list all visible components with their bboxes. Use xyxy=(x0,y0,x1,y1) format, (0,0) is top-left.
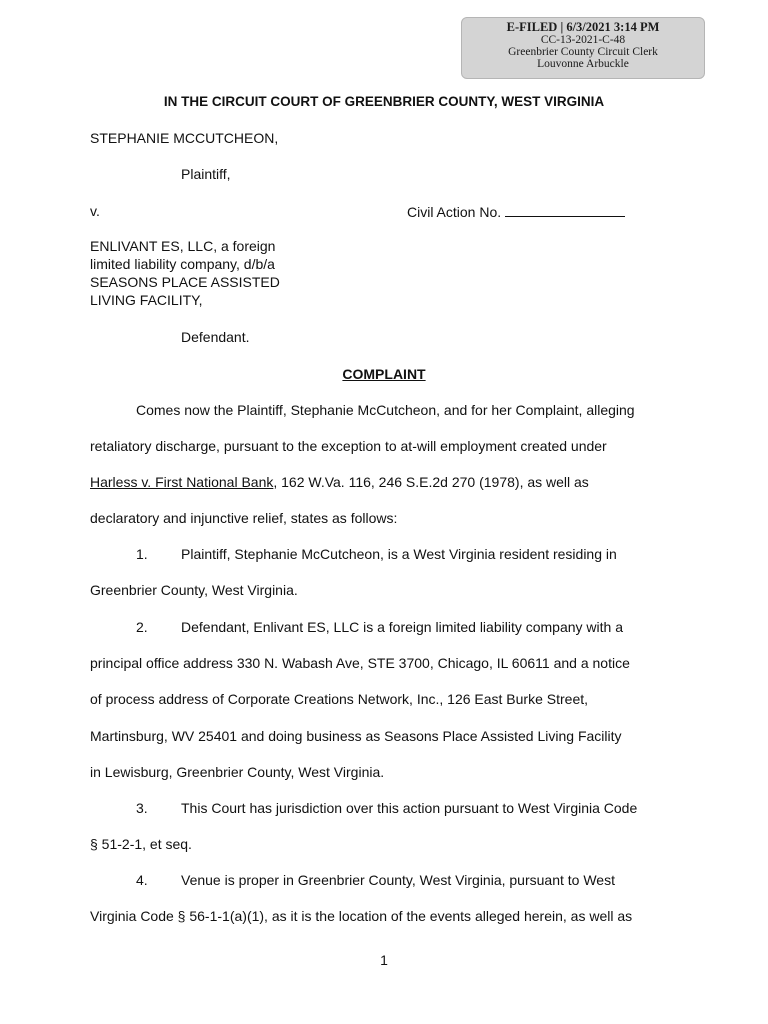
paragraph-line: Plaintiff, Stephanie McCutcheon, is a West Virginia resident residing in xyxy=(181,546,617,562)
civil-action-blank xyxy=(505,202,625,217)
defendant-line: SEASONS PLACE ASSISTED xyxy=(90,274,280,290)
paragraph-line: principal office address 330 N. Wabash Ave, STE 3700, Chicago, IL 60611 and a notice xyxy=(90,655,630,671)
paragraph-line: Venue is proper in Greenbrier County, West Virginia, pursuant to West xyxy=(181,872,615,888)
defendant-line: LIVING FACILITY, xyxy=(90,292,203,308)
intro-line: retaliatory discharge, pursuant to the exception to at-will employment created under xyxy=(90,438,607,454)
paragraph-line: This Court has jurisdiction over this action pursuant to West Virginia Code xyxy=(181,800,638,816)
paragraph-line: in Lewisburg, Greenbrier County, West Virginia. xyxy=(90,764,385,780)
intro-line xyxy=(90,473,589,491)
stamp-clerk-name: Louvonne Arbuckle xyxy=(537,58,629,70)
complaint-title: COMPLAINT xyxy=(342,366,426,382)
stamp-case-number: CC-13-2021-C-48 xyxy=(540,34,626,46)
versus: v. xyxy=(90,203,100,219)
stamp-efiled-line: E-FILED | 6/3/2021 3:14 PM xyxy=(506,20,660,34)
paragraph-line: Virginia Code § 56-1-1(a)(1), as it is the location of the events alleged herein, as well as xyxy=(90,908,633,924)
intro-line: Comes now the Plaintiff, Stephanie McCutcheon, and for her Complaint, alleging xyxy=(136,402,635,418)
citation-rest: , 162 W.Va. 116, 246 S.E.2d 270 (1978), as well as xyxy=(273,474,589,490)
paragraph-line: of process address of Corporate Creations Network, Inc., 126 East Burke Street, xyxy=(90,691,589,707)
plaintiff-name: STEPHANIE MCCUTCHEON, xyxy=(90,130,279,146)
plaintiff-label: Plaintiff, xyxy=(181,166,231,182)
paragraph-line: Greenbrier County, West Virginia. xyxy=(90,582,298,598)
defendant-line: ENLIVANT ES, LLC, a foreign xyxy=(90,238,276,254)
civil-action-label: Civil Action No. xyxy=(407,204,502,220)
court-heading: IN THE CIRCUIT COURT OF GREENBRIER COUNTY, WEST VIRGINIA xyxy=(163,94,605,109)
page-number: 1 xyxy=(380,952,388,968)
paragraph-number: 4. xyxy=(136,872,148,888)
paragraph-line: Martinsburg, WV 25401 and doing business as Seasons Place Assisted Living Facility xyxy=(90,728,622,744)
paragraph-number: 1. xyxy=(136,546,148,562)
civil-action-number xyxy=(407,202,625,221)
defendant-line: limited liability company, d/b/a xyxy=(90,256,275,272)
intro-line: declaratory and injunctive relief, states as follows: xyxy=(90,510,398,526)
paragraph-line: Defendant, Enlivant ES, LLC is a foreign limited liability company with a xyxy=(181,619,623,635)
defendant-label: Defendant. xyxy=(181,329,250,345)
paragraph-number: 2. xyxy=(136,619,148,635)
paragraph-line: § 51-2-1, et seq. xyxy=(90,836,192,852)
stamp-clerk-office: Greenbrier County Circuit Clerk xyxy=(508,46,658,58)
paragraph-number: 3. xyxy=(136,800,148,816)
efiled-stamp xyxy=(461,17,705,79)
case-citation: Harless v. First National Bank xyxy=(90,474,274,490)
